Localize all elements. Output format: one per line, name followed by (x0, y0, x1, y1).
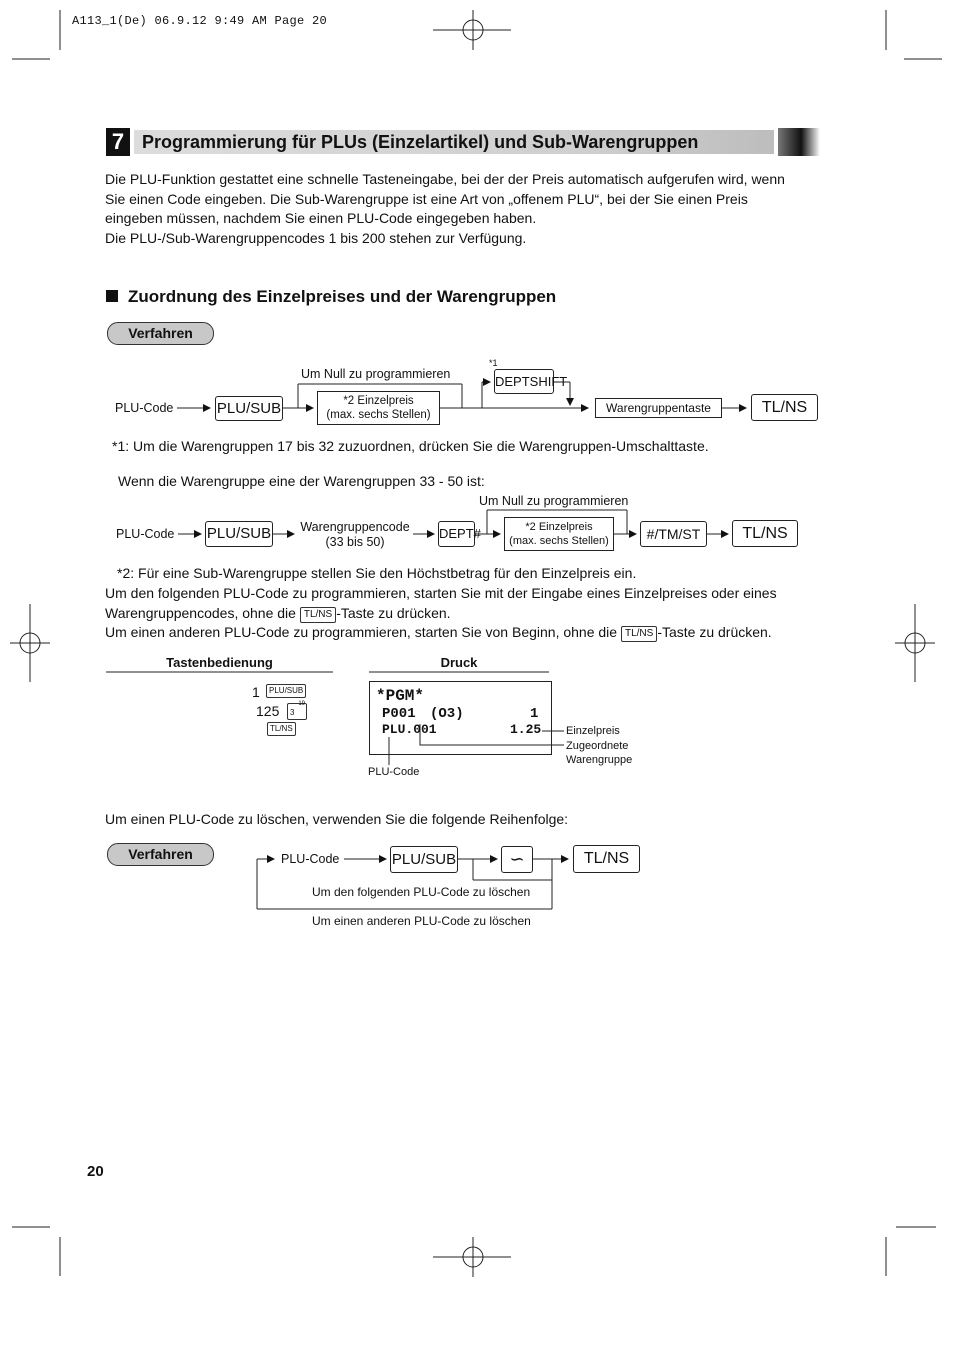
unit-price-label: *2 Einzelpreis (525, 521, 593, 533)
loop-next-plu-label: Um den folgenden PLU-Code zu löschen (312, 885, 531, 899)
unit-price-digits: (max. sechs Stellen) (326, 409, 431, 421)
tl-ns-key: TL/NS (751, 394, 818, 421)
instruction-line (105, 604, 825, 624)
instruction-text: Um einen anderen PLU-Code zu programmieren, starten Sie von Beginn, ohne die (105, 624, 618, 640)
unit-price-digits: (max. sechs Stellen) (509, 535, 609, 547)
instruction-text: -Taste zu drücken. (336, 604, 451, 621)
note-1b: Wenn die Warengruppe eine der Warengruppen 33 - 50 ist: (118, 473, 485, 489)
instruction-paragraph (105, 584, 825, 643)
receipt-printout (369, 681, 552, 755)
square-bullet-icon (106, 290, 118, 302)
page-number: 20 (87, 1163, 104, 1180)
plu-sub-key: PLU/SUB (390, 846, 458, 873)
instruction-line: Um den folgenden PLU-Code zu programmieren, starten Sie mit der Eingabe eines Einzelpreises oder eines (105, 585, 777, 601)
note-2: *2: Für eine Sub-Warengruppe stellen Sie den Höchstbetrag für den Einzelpreis ein. (117, 565, 637, 581)
instruction-text: -Taste zu drücken. (657, 624, 772, 640)
annotation-unit-price: Einzelpreis (566, 725, 620, 737)
annotation-line: Warengruppe (566, 754, 633, 766)
annotation-department (566, 739, 632, 767)
plu-sub-key: PLU/SUB (215, 396, 283, 421)
footnote-marker: *1 (489, 358, 498, 368)
receipt-line: *PGM* (376, 687, 425, 705)
void-key: ∽ (501, 846, 533, 873)
intro-line: Sie einen Code eingeben. Die Sub-Warengruppe ist eine Art von „offenem PLU“, bei der Sie einen Preis (105, 190, 748, 207)
key-operation-heading: Tastenbedienung (166, 655, 273, 670)
zero-program-label: Um Null zu programmieren (301, 367, 451, 381)
deptshift-key: DEPTSHIFT (494, 369, 554, 394)
plu-code-label: PLU-Code (115, 401, 174, 415)
department-key-box: Warengruppentaste (595, 398, 722, 418)
department-key-number: 3 (290, 708, 295, 717)
department-code-title: Warengruppencode (300, 520, 410, 534)
print-heading: Druck (440, 655, 478, 670)
section-title-decoration (778, 128, 820, 156)
receipt-plu-number: P001 (382, 706, 416, 722)
intro-line: Die PLU-Funktion gestattet eine schnelle Tasteneingabe, bei der der Preis automatisch aufgerufen wird, wenn (105, 171, 785, 187)
department-code-range: (33 bis 50) (325, 535, 385, 549)
section-title: Programmierung für PLUs (Einzelartikel) und Sub-Warengruppen (142, 132, 699, 152)
plu-code-label: PLU-Code (281, 852, 340, 866)
plu-sub-key-small: PLU/SUB (266, 684, 306, 698)
receipt-department: (O3) (430, 706, 464, 722)
annotation-plu-code: PLU-Code (368, 766, 420, 778)
loop-other-plu-label: Um einen anderen PLU-Code zu löschen (312, 914, 531, 928)
receipt-count: 1 (530, 706, 539, 722)
dept-hash-key: DEPT# (438, 521, 475, 547)
tl-ns-key: TL/NS (732, 520, 798, 547)
tl-ns-key-small: TL/NS (267, 722, 296, 736)
procedure-label: Verfahren (107, 322, 214, 345)
key-entry-number: 125 (256, 703, 280, 719)
receipt-price: 1.25 (510, 722, 542, 737)
instruction-text: Warengruppencodes, ohne die (105, 604, 296, 621)
zero-program-label: Um Null zu programmieren (479, 494, 629, 508)
intro-line: Die PLU-/Sub-Warengruppencodes 1 bis 200 stehen zur Verfügung. (105, 229, 527, 246)
plu-sub-key: PLU/SUB (205, 521, 273, 547)
delete-intro: Um einen PLU-Code zu löschen, verwenden Sie die folgende Reihenfolge: (105, 811, 569, 827)
receipt-plu-code: PLU.001 (382, 722, 437, 737)
note-1: *1: Um die Warengruppen 17 bis 32 zuzuordnen, drücken Sie die Warengruppen-Umschalttaste. (112, 438, 709, 454)
department-code-label (299, 520, 411, 550)
print-job-header: A113_1(De) 06.9.12 9:49 AM Page 20 (72, 14, 328, 28)
tm-st-key: #/TM/ST (640, 521, 707, 547)
department-key-shift-number: 19 (298, 701, 305, 707)
key-entry-number: 1 (252, 684, 260, 700)
intro-paragraph (105, 170, 825, 248)
unit-price-box (504, 517, 614, 551)
tl-ns-key: TL/NS (573, 845, 640, 873)
section-number: 7 (106, 128, 130, 156)
inline-tl-ns-key: TL/NS (621, 626, 657, 642)
inline-tl-ns-key: TL/NS (300, 607, 336, 623)
unit-price-label: *2 Einzelpreis (343, 395, 414, 407)
procedure-label: Verfahren (107, 843, 214, 866)
section-title-bar (106, 128, 820, 156)
annotation-line: Zugeordnete (566, 740, 629, 752)
instruction-line (105, 623, 825, 643)
intro-line: eingeben müssen, nachdem Sie einen PLU-Code eingegeben haben. (105, 210, 537, 226)
subsection-heading (106, 287, 556, 307)
department-3-key-small (287, 703, 307, 720)
subsection-title: Zuordnung des Einzelpreises und der Warengruppen (128, 287, 557, 306)
unit-price-box (317, 391, 440, 425)
plu-code-label: PLU-Code (116, 527, 175, 541)
